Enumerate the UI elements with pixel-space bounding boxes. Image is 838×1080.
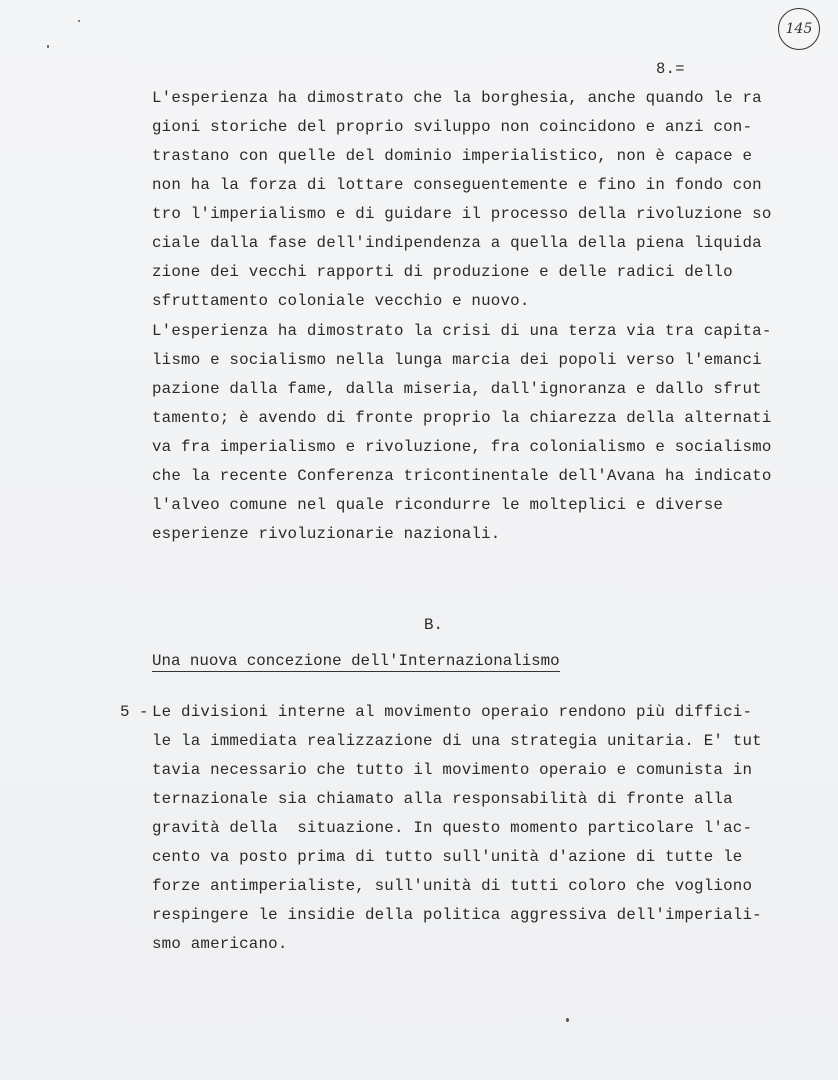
text-line: tro l'imperialismo e di guidare il processo della rivoluzione so bbox=[152, 205, 772, 223]
text-line: le la immediata realizzazione di una strategia unitaria. E' tut bbox=[152, 732, 762, 750]
text-line: gioni storiche del proprio sviluppo non coincidono e anzi con- bbox=[152, 118, 753, 136]
text-line: respingere le insidie della politica aggressiva dell'imperiali- bbox=[152, 906, 762, 924]
text-line: che la recente Conferenza tricontinentale dell'Avana ha indicato bbox=[152, 467, 772, 485]
text-line: cento va posto prima di tutto sull'unità d'azione di tutte le bbox=[152, 848, 743, 866]
text-line: Le divisioni interne al movimento operaio rendono più diffici- bbox=[152, 703, 753, 721]
section-letter: B. bbox=[424, 616, 443, 634]
paper-speck bbox=[78, 20, 80, 22]
text-line: trastano con quelle del dominio imperialistico, non è capace e bbox=[152, 147, 753, 165]
paper-speck bbox=[47, 45, 49, 48]
section-heading: Una nuova concezione dell'Internazionalismo bbox=[152, 652, 560, 670]
text-line: l'alveo comune nel quale ricondurre le molteplici e diverse bbox=[152, 496, 724, 514]
text-line: gravità della situazione. In questo momento particolare l'ac- bbox=[152, 819, 753, 837]
text-line: pazione dalla fame, dalla miseria, dall'ignoranza e dallo sfrut bbox=[152, 380, 762, 398]
text-line: lismo e socialismo nella lunga marcia dei popoli verso l'emanci bbox=[152, 351, 762, 369]
paragraph-number: 5 - bbox=[120, 703, 149, 721]
text-line: non ha la forza di lottare conseguentemente e fino in fondo con bbox=[152, 176, 762, 194]
text-line: ternazionale sia chiamato alla responsabilità di fronte alla bbox=[152, 790, 733, 808]
text-line: sfruttamento coloniale vecchio e nuovo. bbox=[152, 292, 530, 310]
text-line: L'esperienza ha dimostrato che la borghesia, anche quando le ra bbox=[152, 89, 762, 107]
paper-speck bbox=[566, 1018, 569, 1022]
text-line: zione dei vecchi rapporti di produzione e delle radici dello bbox=[152, 263, 733, 281]
text-line: forze antimperialiste, sull'unità di tutti coloro che vogliono bbox=[152, 877, 753, 895]
text-line: tavia necessario che tutto il movimento operaio e comunista in bbox=[152, 761, 753, 779]
text-line: smo americano. bbox=[152, 935, 288, 953]
text-line: tamento; è avendo di fronte proprio la chiarezza della alternati bbox=[152, 409, 772, 427]
archive-stamp: 145 bbox=[778, 8, 820, 50]
text-line: esperienze rivoluzionarie nazionali. bbox=[152, 525, 501, 543]
text-line: L'esperienza ha dimostrato la crisi di una terza via tra capita- bbox=[152, 322, 772, 340]
text-line: ciale dalla fase dell'indipendenza a quella della piena liquida bbox=[152, 234, 762, 252]
text-line: va fra imperialismo e rivoluzione, fra colonialismo e socialismo bbox=[152, 438, 772, 456]
page-number: 8.= bbox=[656, 60, 685, 78]
